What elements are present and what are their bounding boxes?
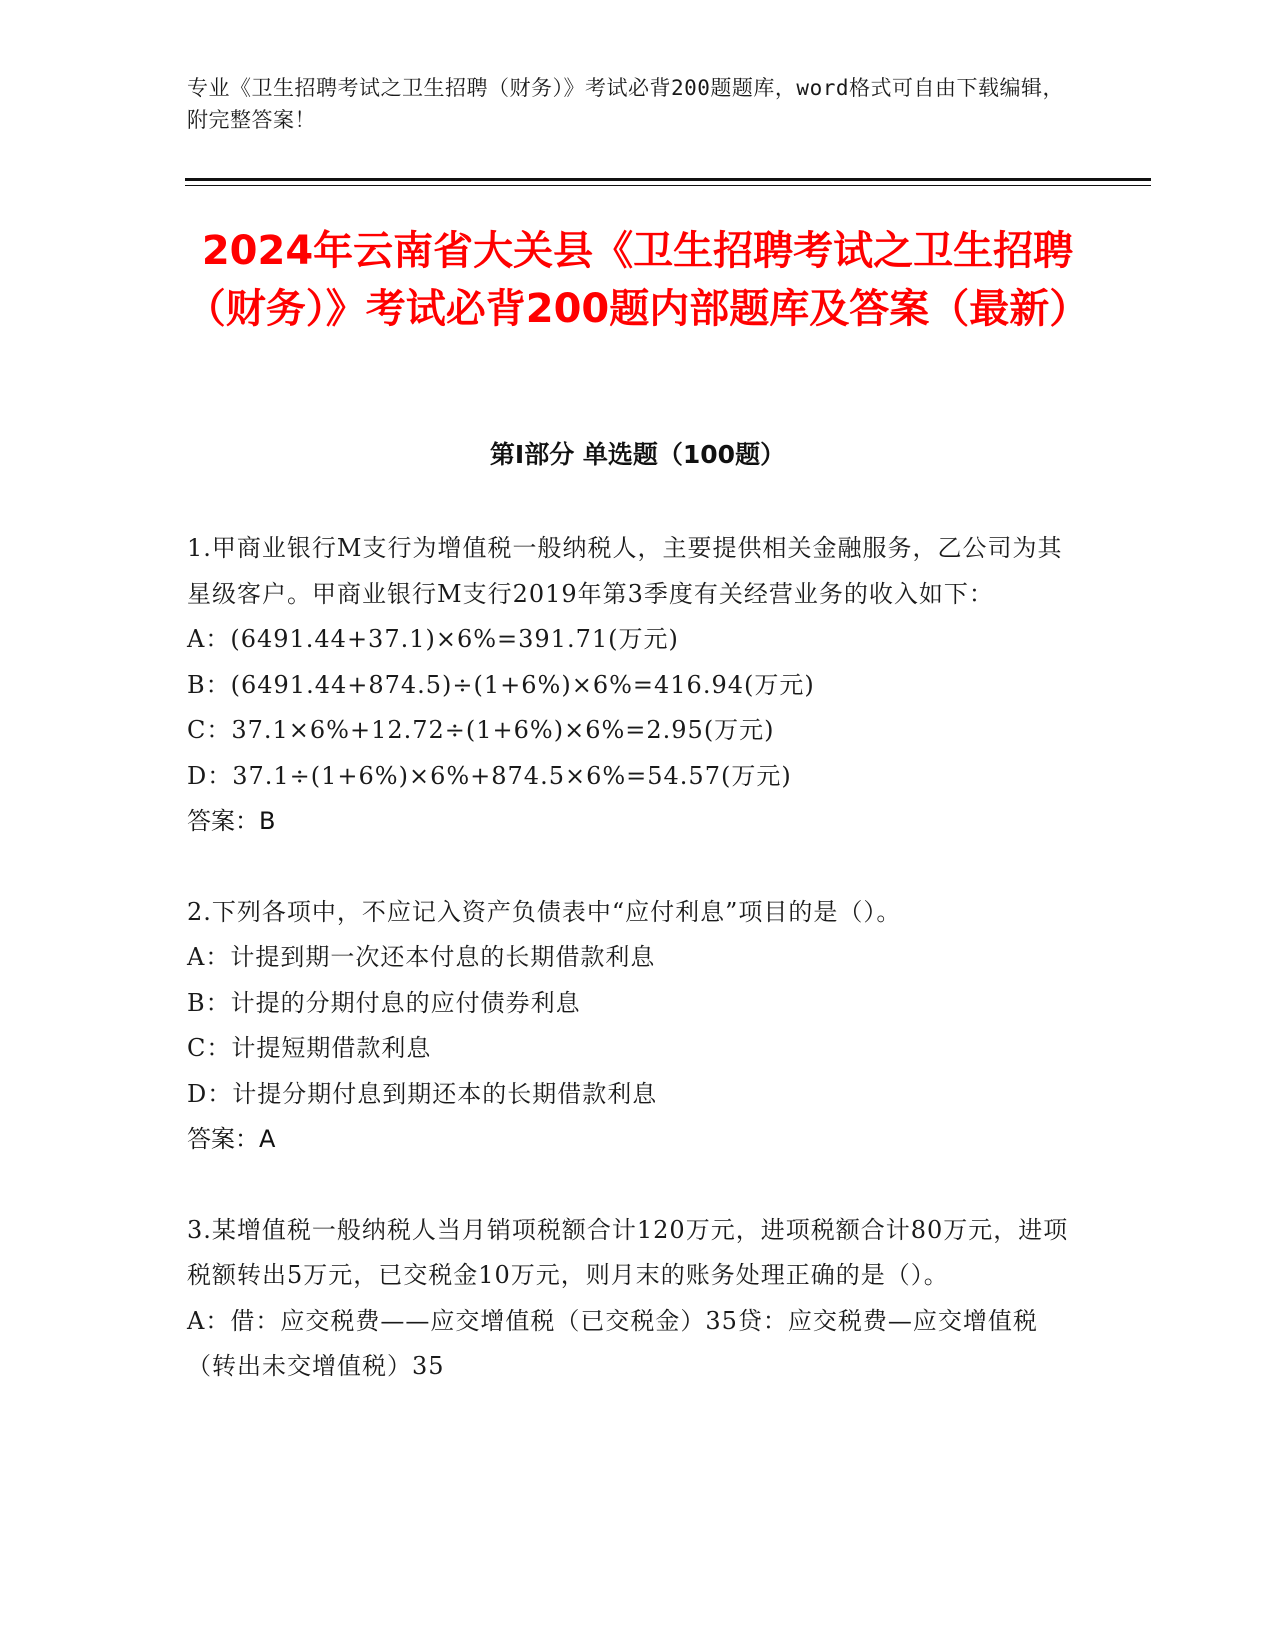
document-title: 2024年云南省大关县《卫生招聘考试之卫生招聘（财务）》考试必背200题内部题库及答案（最新）	[185, 228, 1090, 332]
header-divider-thick	[185, 178, 1151, 181]
question-list	[187, 526, 1077, 1435]
question-3	[187, 1208, 1077, 1390]
question-1	[187, 526, 1077, 845]
option-c: C：计提短期借款利息	[187, 1034, 432, 1062]
option-a: A：(6491.44+37.1)×6%=391.71(万元)	[187, 625, 679, 653]
header-divider-thin	[185, 185, 1151, 186]
question-stem: 2.下列各项中，不应记入资产负债表中“应付利息”项目的是（）。	[187, 897, 902, 926]
option-c: C：37.1×6%+12.72÷(1+6%)×6%=2.95(万元)	[187, 716, 775, 744]
option-d: D：计提分期付息到期还本的长期借款利息	[187, 1079, 658, 1108]
option-d: D：37.1÷(1+6%)×6%+874.5×6%=54.57(万元)	[187, 761, 792, 790]
question-2	[187, 890, 1077, 1163]
option-b: B：(6491.44+874.5)÷(1+6%)×6%=416.94(万元)	[187, 670, 815, 699]
answer: 答案：A	[187, 1125, 276, 1153]
option-a: A：计提到期一次还本付息的长期借款利息	[187, 943, 656, 971]
header-note: 专业《卫生招聘考试之卫生招聘（财务）》考试必背200题题库，word格式可自由下载编辑，附完整答案！	[187, 76, 1064, 132]
section-title: 第Ⅰ部分 单选题（100题）	[489, 440, 786, 469]
question-stem: 1.甲商业银行M支行为增值税一般纳税人，主要提供相关金融服务，乙公司为其星级客户。甲商业银行M支行2019年第3季度有关经营业务的收入如下：	[187, 534, 1063, 608]
option-b: B：计提的分期付息的应付债券利息	[187, 988, 581, 1017]
option-a: A：借：应交税费——应交增值税（已交税金）35贷：应交税费—应交增值税（转出未交增值税）35	[187, 1306, 1038, 1380]
answer: 答案：B	[187, 807, 276, 835]
question-stem: 3.某增值税一般纳税人当月销项税额合计120万元，进项税额合计80万元，进项税额转出5万元，已交税金10万元，则月末的账务处理正确的是（）。	[187, 1215, 1069, 1289]
